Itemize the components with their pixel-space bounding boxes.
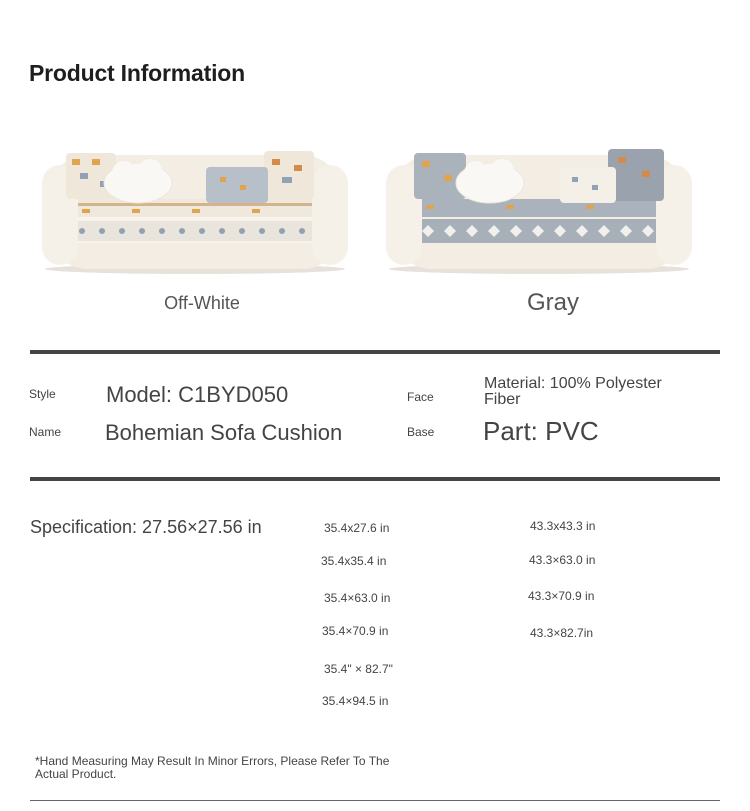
color-label-off-white: Off-White	[164, 293, 240, 313]
base-value: Part: PVC	[483, 416, 599, 446]
sofa-image-gray	[386, 145, 692, 275]
specification-heading: Specification: 27.56×27.56 in	[30, 517, 262, 537]
size-item: 43.3×70.9 in	[528, 589, 595, 603]
size-item: 35.4×70.9 in	[322, 624, 389, 638]
base-label: Base	[407, 425, 435, 439]
size-item: 35.4x27.6 in	[324, 521, 390, 535]
divider-bottom	[30, 800, 720, 801]
divider-middle	[30, 477, 720, 481]
footnote-line2: Actual Product.	[35, 767, 117, 781]
name-value: Bohemian Sofa Cushion	[105, 420, 343, 445]
size-item: 35.4×63.0 in	[324, 591, 391, 605]
size-item: 43.3x43.3 in	[530, 519, 596, 533]
footnote	[35, 755, 415, 781]
style-value: Model: C1BYD050	[106, 382, 289, 407]
footnote-line1: *Hand Measuring May Result In Minor Errors, Please Refer To The	[35, 754, 390, 768]
size-item: 43.3×82.7in	[530, 626, 594, 640]
page-title: Product Information	[29, 60, 245, 86]
style-label: Style	[29, 387, 56, 401]
face-value-line2: Fiber	[484, 391, 521, 408]
size-item: 35.4x35.4 in	[321, 554, 387, 568]
face-label: Face	[407, 390, 434, 404]
sofa-image-off-white	[42, 145, 348, 275]
divider-top	[30, 350, 720, 354]
size-item: 35.4×94.5 in	[322, 694, 389, 708]
size-item: 35.4" × 82.7"	[324, 662, 393, 676]
size-item: 43.3×63.0 in	[529, 553, 596, 567]
face-value	[484, 376, 662, 408]
name-label: Name	[29, 425, 62, 439]
color-label-gray: Gray	[526, 289, 579, 316]
face-value-line1: Material: 100% Polyester	[484, 375, 662, 392]
